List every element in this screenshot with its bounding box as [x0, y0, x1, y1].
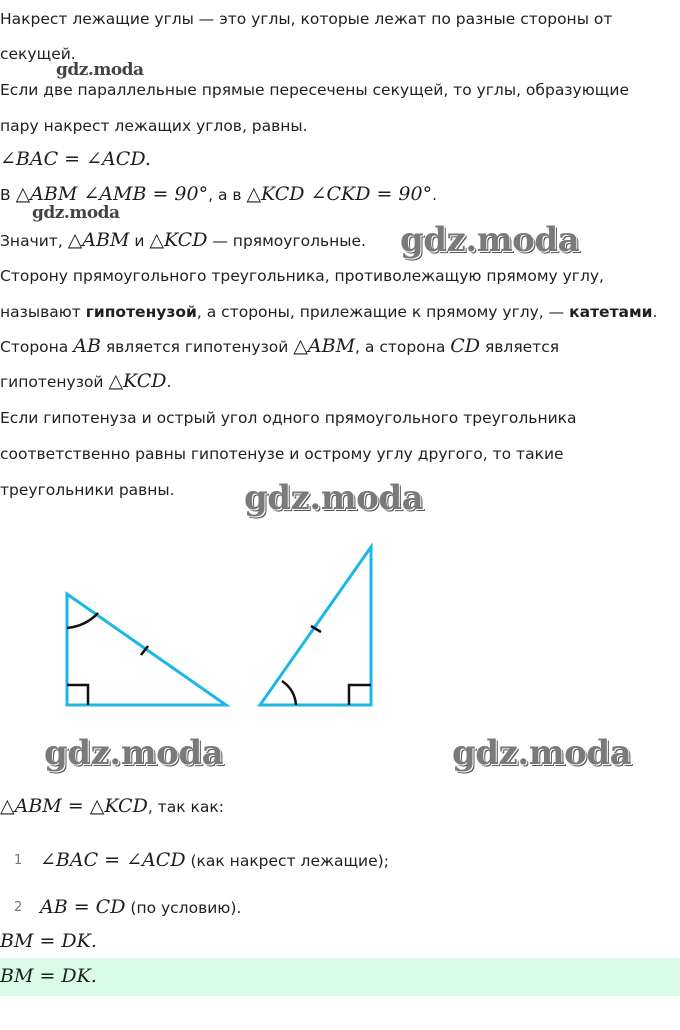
term-legs: катетами: [569, 303, 653, 321]
math-fragment: AB: [73, 335, 101, 357]
text-fragment: , а стороны, прилежащие к прямому углу, —: [196, 303, 570, 321]
text-fragment: — прямоугольные.: [207, 232, 366, 250]
watermark: gdz.moda: [44, 733, 224, 773]
angle-arc: [282, 681, 296, 705]
watermark: gdz.moda: [452, 733, 632, 773]
math-fragment: △KCD: [149, 229, 208, 251]
result-line: BM = DK.: [0, 930, 97, 952]
right-angle-marker: [349, 685, 371, 705]
text-fragment: является: [480, 338, 560, 356]
angle-arc: [67, 613, 98, 628]
text-line: соответственно равны гипотенузе и острому углу другого, то такие: [0, 445, 564, 463]
text-line: секущей.: [0, 45, 76, 63]
equation-line: ∠BAC = ∠ACD.: [0, 148, 151, 170]
triangle-kcd: [260, 547, 371, 705]
text-line: [0, 301, 657, 323]
text-line: [0, 795, 224, 818]
text-fragment: называют: [0, 303, 86, 321]
watermark: gdz.moda: [56, 60, 144, 80]
text-fragment: .: [432, 186, 438, 204]
math-fragment: △KCD ∠CKD = 90°: [246, 183, 433, 205]
text-fragment: , а в: [208, 186, 247, 204]
list-item: [40, 896, 241, 919]
list-number: 1: [14, 853, 23, 868]
triangles-figure: [0, 530, 680, 730]
text-fragment: Значит,: [0, 232, 68, 250]
text-fragment: гипотенузой: [0, 373, 109, 391]
math-fragment: AB = CD: [40, 896, 126, 918]
text-fragment: Сторона: [0, 338, 74, 356]
math-fragment: △ABM ∠AMB = 90°: [15, 183, 209, 205]
term-hypotenuse: гипотенузой: [85, 303, 197, 321]
text-fragment: является гипотенузой: [100, 338, 294, 356]
text-line: [0, 229, 366, 252]
math-fragment: △ABM = △KCD: [0, 795, 148, 817]
watermark: gdz.moda: [400, 220, 580, 260]
list-number: 2: [14, 900, 23, 915]
right-angle-marker: [67, 685, 88, 705]
text-line: Сторону прямоугольного треугольника, противолежащую прямому углу,: [0, 267, 604, 285]
text-line: Если гипотенуза и острый угол одного прямоугольного треугольника: [0, 409, 577, 427]
watermark: gdz.moda: [244, 478, 424, 518]
math-fragment: CD: [450, 335, 481, 357]
text-line: Если две параллельные прямые пересечены секущей, то углы, образующие: [0, 81, 629, 99]
triangle-kcd-outline: [260, 547, 371, 705]
answer-highlight: [0, 958, 680, 996]
math-fragment: △KCD: [108, 370, 167, 392]
text-fragment: и: [129, 232, 150, 250]
text-fragment: В: [0, 186, 16, 204]
answer-line: BM = DK.: [0, 965, 97, 987]
text-fragment: (как накрест лежащие);: [185, 852, 389, 870]
text-fragment: .: [652, 303, 658, 321]
text-fragment: (по условию).: [125, 899, 242, 917]
text-line: [0, 370, 171, 393]
text-line: Накрест лежащие углы — это углы, которые лежат по разные стороны от: [0, 10, 613, 28]
math-fragment: △ABM: [67, 229, 130, 251]
watermark: gdz.moda: [32, 203, 120, 223]
text-line: пару накрест лежащих углов, равны.: [0, 117, 308, 135]
text-fragment: , а сторона: [355, 338, 451, 356]
text-fragment: , так как:: [147, 798, 224, 816]
text-line: [0, 335, 559, 358]
math-fragment: △ABM: [293, 335, 356, 357]
text-fragment: .: [166, 373, 172, 391]
math-fragment: ∠BAC = ∠ACD: [40, 849, 186, 871]
list-item: [40, 849, 389, 872]
text-line: треугольники равны.: [0, 481, 175, 499]
